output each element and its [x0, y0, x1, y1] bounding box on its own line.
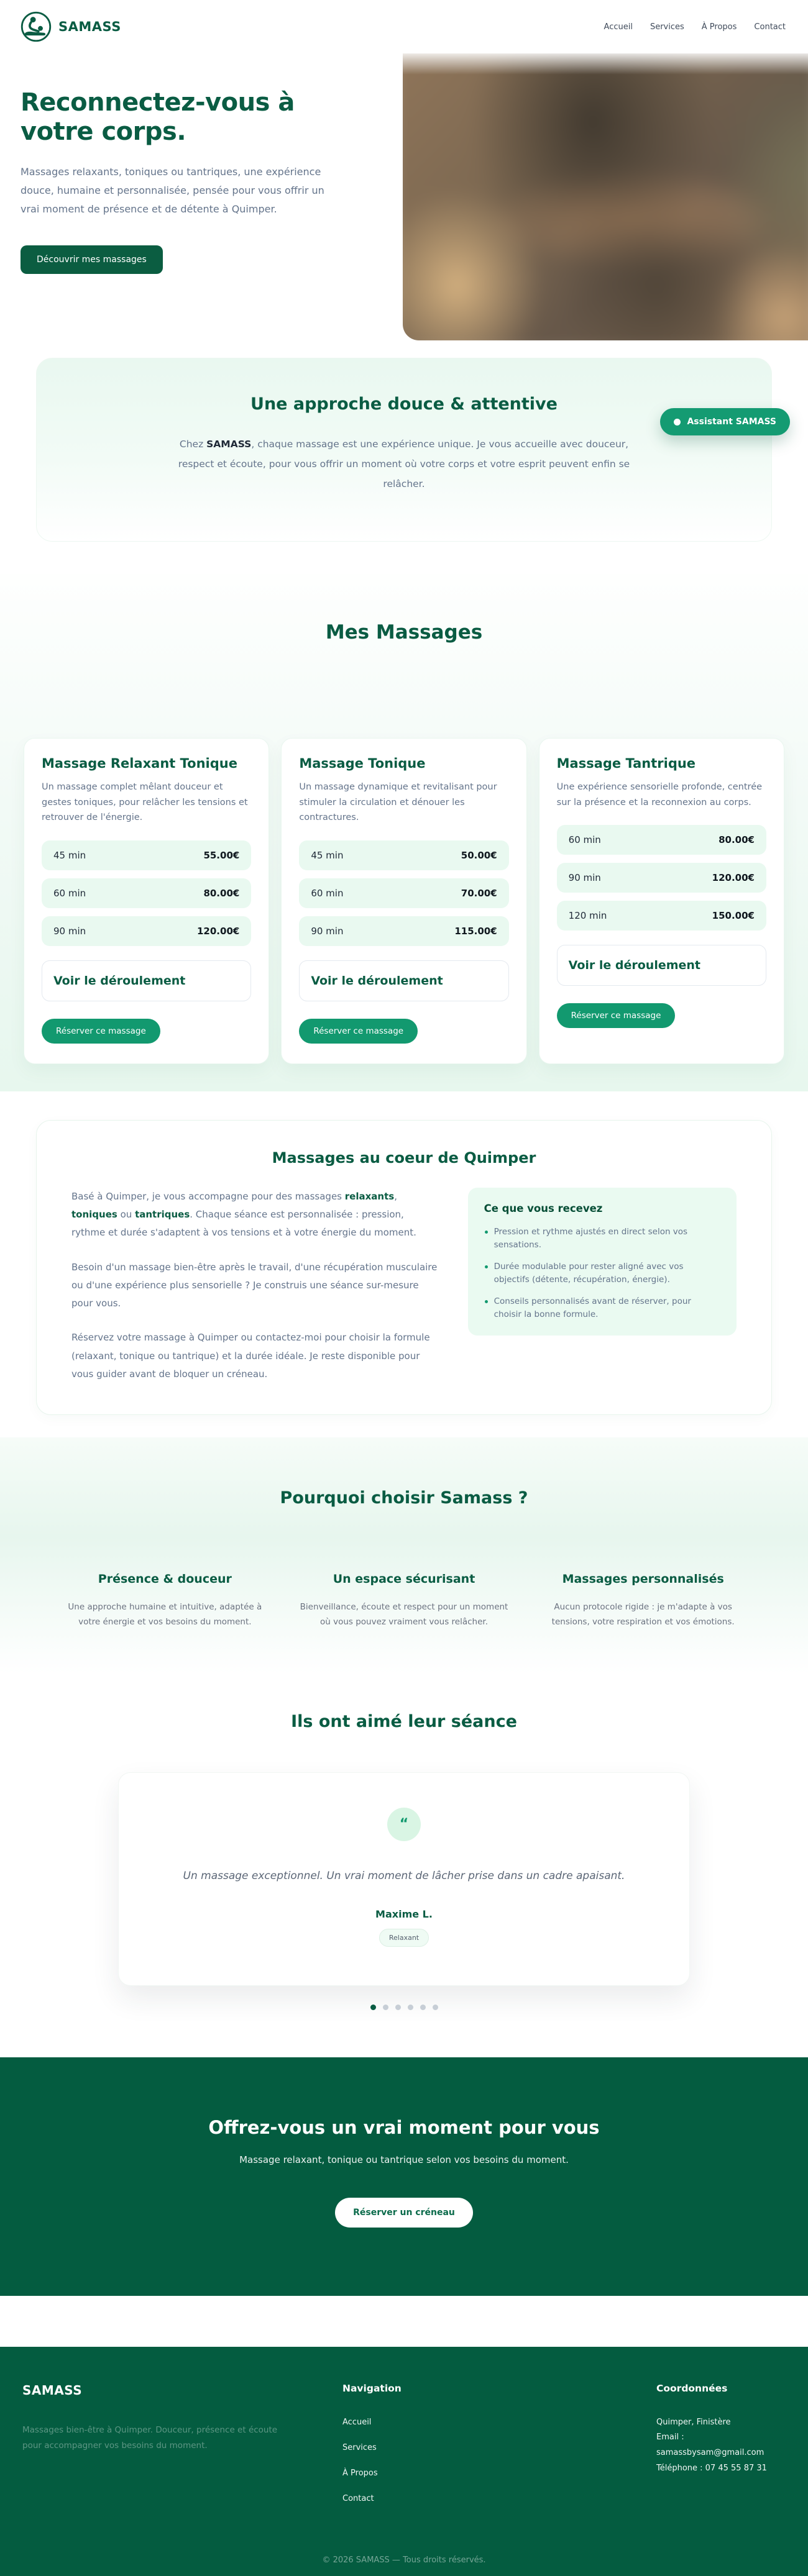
testimonial-tag: Relaxant [379, 1929, 429, 1947]
carousel-dot-2[interactable] [383, 2005, 388, 2010]
why-item-text: Une approche humaine et intuitive, adaptée à votre énergie et vos besoins du moment. [68, 1602, 262, 1627]
price-row [299, 916, 508, 946]
duration-label: 45 min [311, 849, 344, 861]
testimonial-quote: Un massage exceptionnel. Un vrai moment de lâcher prise dans un cadre apaisant. [183, 1869, 625, 1882]
carousel-dot-3[interactable] [395, 2005, 401, 2010]
footer [0, 2347, 808, 2576]
duration-label: 90 min [568, 872, 601, 884]
footer-link-a-propos[interactable]: À Propos [342, 2468, 378, 2478]
footer-link-contact[interactable]: Contact [342, 2493, 374, 2503]
nav-contact[interactable]: Contact [754, 22, 786, 32]
discover-massages-button[interactable]: Découvrir mes massages [21, 245, 163, 274]
receive-box-title: Ce que vous recevez [484, 1202, 603, 1214]
price-value: 150.00€ [712, 910, 755, 922]
receive-list [484, 1226, 720, 1321]
why-item-presence [60, 1572, 270, 1630]
quimper-paragraph-2: Besoin d'un massage bien-être après le travail, d'une récupération musculaire ou d'une expérience plus sensorielle ? Je construis une séance sur-mesure pour vous. [71, 1261, 438, 1309]
massage-cards [0, 738, 808, 1064]
testimonial-card [118, 1772, 690, 1986]
nav-accueil[interactable]: Accueil [604, 22, 633, 32]
price-value: 50.00€ [461, 849, 497, 861]
cta-section [0, 2057, 808, 2296]
testimonials-title: Ils ont aimé leur séance [291, 1711, 517, 1731]
carousel-dot-6[interactable] [433, 2005, 438, 2010]
card-title: Massage Tonique [299, 756, 426, 771]
footer-nav-col [342, 2383, 656, 2517]
footer-email: Email : samassbysam@gmail.com [656, 2433, 764, 2458]
price-value: 120.00€ [197, 925, 240, 937]
duration-label: 60 min [311, 887, 344, 899]
quimper-text [71, 1188, 438, 1383]
nav-services[interactable]: Services [650, 22, 684, 32]
duration-label: 45 min [53, 849, 86, 861]
why-item-text: Bienveillance, écoute et respect pour un moment où vous pouvez vraiment vous relâcher. [300, 1602, 508, 1627]
price-value: 80.00€ [718, 834, 755, 846]
hero-title-line1: Reconnectez-vous à [21, 88, 295, 117]
footer-phone: Téléphone : 07 45 55 87 31 [656, 2463, 767, 2473]
duration-label: 90 min [53, 925, 86, 937]
card-description: Une expérience sensorielle profonde, centrée sur la présence et la reconnexion au corps. [556, 782, 763, 808]
price-options [42, 840, 251, 946]
receive-item: Durée modulable pour rester aligné avec vos objectifs (détente, récupération, énergie). [484, 1260, 720, 1286]
see-details-button[interactable]: Voir le déroulement [557, 945, 766, 986]
price-value: 70.00€ [461, 887, 497, 899]
price-options [557, 825, 766, 931]
why-item-title: Massages personnalisés [562, 1572, 724, 1586]
massage-card-tantrique [539, 738, 784, 1064]
why-item-text: Aucun protocole rigide : je m'adapte à vos tensions, votre respiration et vos émotions. [551, 1602, 735, 1627]
approach-card [36, 358, 772, 542]
testimonials-section [0, 1673, 808, 2029]
hero-title-line2: votre corps. [21, 117, 186, 147]
footer-link-accueil[interactable]: Accueil [342, 2417, 372, 2427]
massage-card-relaxant-tonique [24, 738, 269, 1064]
assistant-button[interactable] [660, 408, 790, 435]
footer-link-services[interactable]: Services [342, 2442, 377, 2452]
duration-label: 90 min [311, 925, 344, 937]
logo[interactable] [20, 11, 121, 43]
why-item-title: Présence & douceur [98, 1572, 232, 1586]
price-options [299, 840, 508, 946]
assistant-label: Assistant SAMASS [687, 417, 776, 427]
price-row [42, 878, 251, 908]
testimonial-author: Maxime L. [375, 1908, 433, 1920]
price-value: 120.00€ [712, 872, 755, 884]
card-title: Massage Relaxant Tonique [42, 756, 237, 771]
approach-section [0, 349, 808, 574]
reserve-massage-button[interactable]: Réserver ce massage [299, 1019, 418, 1044]
hero-photo-blur [403, 53, 808, 340]
price-row [299, 840, 508, 870]
price-row [299, 878, 508, 908]
carousel-dots [0, 2005, 808, 2010]
nav-a-propos[interactable]: À Propos [701, 22, 737, 32]
quimper-paragraph-1: Basé à Quimper, je vous accompagne pour des massages relaxants, toniques ou tantriques. Chaque séance est personnalisée : pression, rythme et durée s'adaptent à vos tensions et à votre énergie du moment. [71, 1190, 416, 1239]
price-row [42, 916, 251, 946]
reserve-massage-button[interactable]: Réserver ce massage [42, 1019, 160, 1044]
samass-logo-icon [20, 11, 52, 43]
carousel-dot-1[interactable] [370, 2005, 376, 2010]
price-row [42, 840, 251, 870]
hero-photo [403, 53, 808, 340]
reserve-slot-button[interactable]: Réserver un créneau [335, 2198, 473, 2228]
hero-section [0, 53, 808, 349]
hero-photo-fade [403, 53, 808, 75]
see-details-button[interactable]: Voir le déroulement [42, 960, 251, 1001]
footer-gap [0, 2296, 808, 2347]
price-value: 55.00€ [203, 849, 240, 861]
why-item-espace [299, 1572, 510, 1630]
price-row [557, 901, 766, 931]
reserve-massage-button[interactable]: Réserver ce massage [557, 1003, 676, 1028]
carousel-dot-5[interactable] [420, 2005, 426, 2010]
carousel-dot-4[interactable] [408, 2005, 413, 2010]
footer-description: Massages bien-être à Quimper. Douceur, présence et écoute pour accompagner vos besoins du moment. [22, 2424, 278, 2451]
header [0, 0, 808, 53]
main-nav [604, 22, 788, 32]
duration-label: 120 min [568, 910, 607, 922]
approach-brand-bold: SAMASS [206, 439, 252, 450]
hero-description: Massages relaxants, toniques ou tantriques, une expérience douce, humaine et personnalisée, pensée pour vous offrir un vrai moment de présence et de détente à Quimper. [21, 166, 324, 215]
price-row [557, 863, 766, 893]
see-details-button[interactable]: Voir le déroulement [299, 960, 508, 1001]
massages-title: Mes Massages [325, 621, 483, 644]
card-title: Massage Tantrique [556, 756, 696, 771]
footer-brand-col [22, 2383, 342, 2517]
footer-nav-title: Navigation [342, 2382, 402, 2394]
cta-title: Offrez-vous un vrai moment pour vous [208, 2116, 600, 2138]
cta-subtitle: Massage relaxant, tonique ou tantrique selon vos besoins du moment. [239, 2154, 569, 2165]
approach-text: Chez SAMASS, chaque massage est une expérience unique. Je vous accueille avec douceur, respect et écoute, pour vous offrir un moment où votre corps et votre esprit peuvent enfin se relâcher. [178, 439, 630, 489]
quimper-paragraph-3: Réservez votre massage à Quimper ou contactez-moi pour choisir la formule (relaxant, tonique ou tantrique) et la durée idéale. Je reste disponible pour vous guider avant de bloquer un créneau. [71, 1332, 430, 1380]
card-description: Un massage complet mêlant douceur et gestes toniques, pour relâcher les tensions et retrouver de l'énergie. [42, 782, 248, 823]
hero-copy [21, 88, 387, 274]
assistant-status-icon [674, 419, 681, 426]
footer-nav-links [342, 2415, 656, 2503]
duration-label: 60 min [568, 834, 601, 846]
footer-location: Quimper, Finistère [656, 2417, 731, 2427]
price-value: 115.00€ [454, 925, 497, 937]
receive-item: Pression et rythme ajustés en direct selon vos sensations. [484, 1226, 720, 1252]
why-item-title: Un espace sécurisant [333, 1572, 475, 1586]
massage-card-tonique [281, 738, 526, 1064]
massages-section [0, 574, 808, 1091]
footer-contact-col [656, 2383, 786, 2517]
quote-icon: “ [387, 1808, 421, 1841]
copyright: © 2026 SAMASS — Tous droits réservés. [322, 2555, 486, 2565]
what-you-receive-box [468, 1188, 737, 1336]
brand-name: SAMASS [58, 19, 121, 34]
card-description: Un massage dynamique et revitalisant pour stimuler la circulation et dénouer les contractures. [299, 782, 497, 823]
hero-title [21, 88, 387, 147]
approach-title: Une approche douce & attentive [250, 394, 558, 414]
why-title: Pourquoi choisir Samass ? [280, 1488, 528, 1508]
footer-contact-title: Coordonnées [656, 2382, 728, 2394]
quimper-title: Massages au coeur de Quimper [272, 1149, 536, 1167]
quimper-section [0, 1091, 808, 1415]
footer-brand: SAMASS [22, 2382, 83, 2398]
why-item-personnalises [538, 1572, 748, 1630]
price-value: 80.00€ [203, 887, 240, 899]
why-section [0, 1437, 808, 1673]
duration-label: 60 min [53, 887, 86, 899]
quimper-card [36, 1120, 772, 1415]
receive-item: Conseils personnalisés avant de réserver, pour choisir la bonne formule. [484, 1295, 720, 1321]
price-row [557, 825, 766, 855]
